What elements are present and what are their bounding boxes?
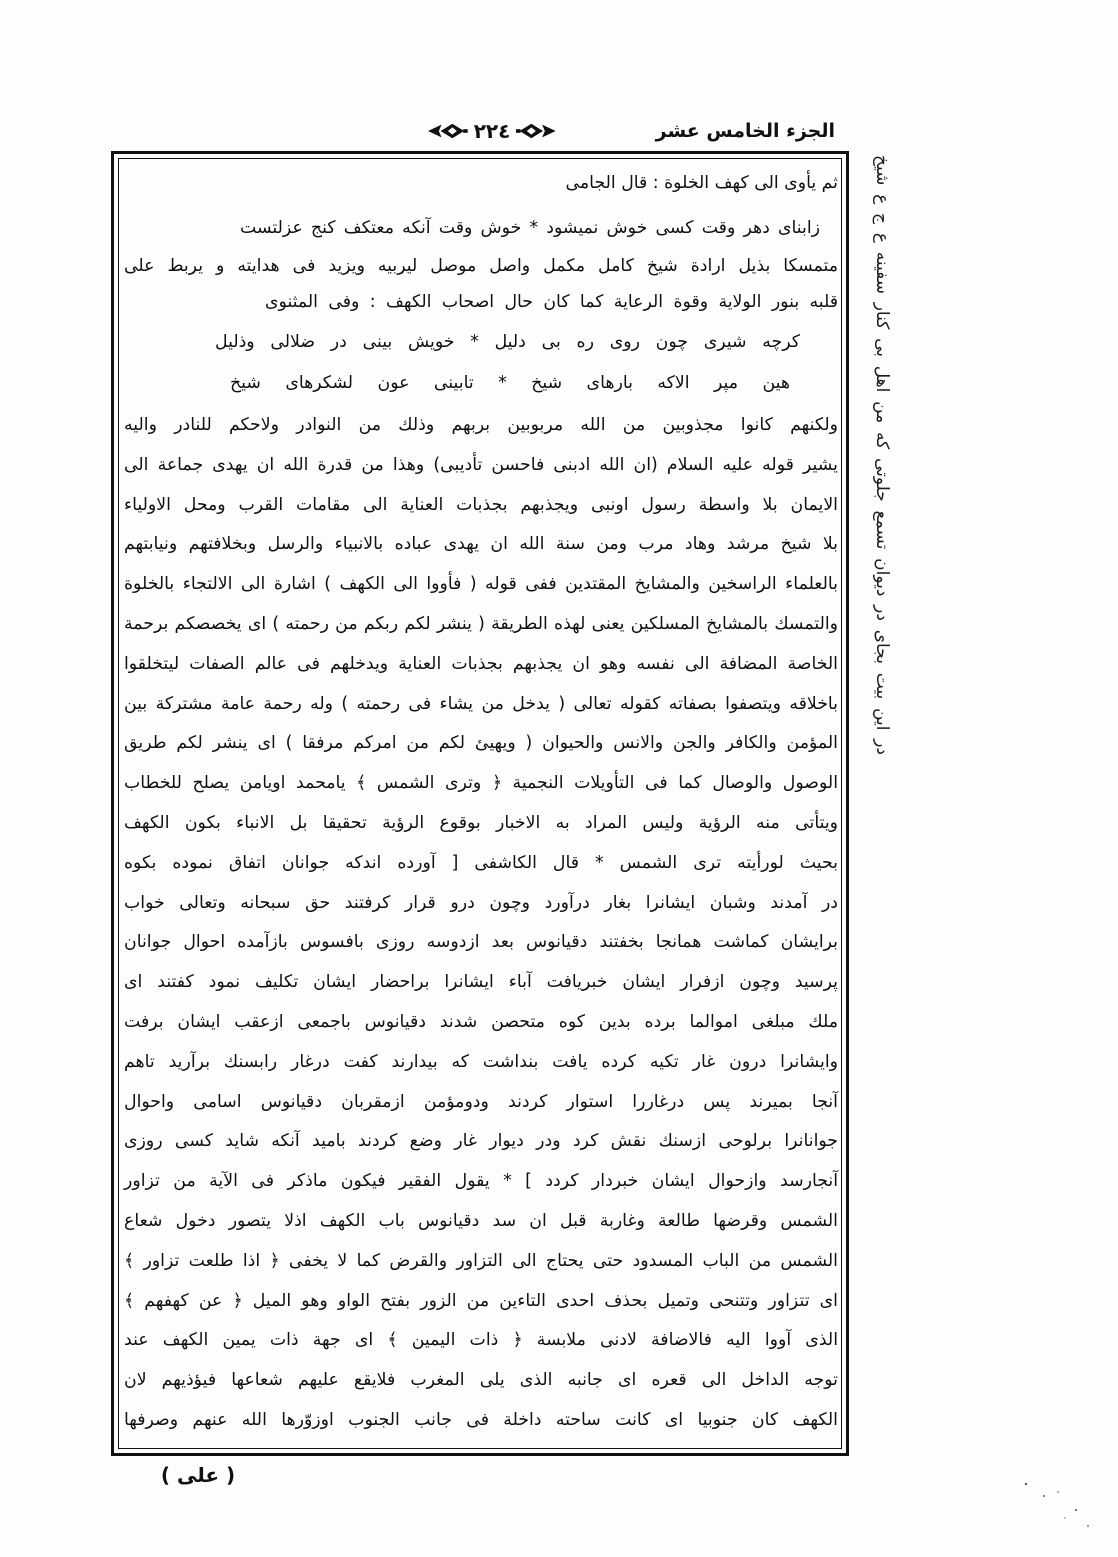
body-line: وايشانرا درون غار تكيه كرده يافت بنداشت كه بيدارند كفت درغار رابسنك برآريد تاهم [124, 1051, 838, 1072]
body-line: جوانانرا برلوحى ازسنك نقش كرد ودر ديوار غار وضع كردند باميد آنكه شايد كسى روزى [124, 1131, 838, 1152]
body-line: بلا شيخ مرشد وهاد مرب ومن سنة الله ان يهدى عباده بالانبياء والرسل وبخلافتهم ونيابتهم [124, 534, 838, 555]
body-line: الشمس من الباب المسدود حتى يحتاج الى التزاور والقرض كما لا يخفى ﴿ اذا طلعت تزاور ﴾ [124, 1250, 838, 1271]
body-line: ملك مبلغى اموالما برده بدين كوه متحصن شدند دقيانوس باجمعى ازعقب ايشان برفت [124, 1012, 838, 1032]
body-line: برايشان كماشت همانجا بخفتند دقيانوس بعد ازدوسه روزى بافسوس بازآمده احوال جوانان [124, 932, 838, 953]
body-line: اى تتزاور وتتنحى وتميل بحذف احدى التاءين من الزور بفتح الواو وهو الميل ﴿ عن كهفهم ﴾ [124, 1290, 838, 1311]
body-line: بحيث لورأيته ترى الشمس * قال الكاشفى [ آورده اندكه جوانان اتفاق نموده بكوه [124, 852, 838, 873]
body-line: الخاصة المضافة الى نفسه وهو ان يجذبهم بجذبات العناية ويدخلهم فى عالم الصفات ليتخلقوا [124, 653, 838, 674]
body-line: متمسكا بذيل ارادة شيخ كامل مكمل واصل موصل ليربيه ويزيد فى هدايته و يربط على [124, 256, 838, 276]
verse-line: زابناى دهر وقت كسى خوش نميشود * خوش وقت آنكه معتكف كنج عزلتست [240, 218, 820, 238]
scan-specks [1018, 1474, 1098, 1534]
body-line: باخلاقه ويتصفوا بصفاته كقوله تعالى ( يدخل من يشاء فى رحمته ) وله رحمة عامة مشتركة بين [124, 693, 838, 714]
page-number-block [428, 116, 556, 146]
body-line: ولكنهم كانوا مجذوبين من الله مربوبين بربهم وذلك من النوادر ولاحكم للنادر واليه [124, 415, 838, 435]
body-line: الوصول والوصال كما فى التأويلات النجمية ﴿ وترى الشمس ﴾ يامحمد اويامن يصلح للخطاب [124, 773, 838, 794]
catchword: ( على ) [160, 1463, 236, 1487]
body-line: الكهف كان جنوبيا اى كانت ساحته داخلة فى جانب الجنوب اوزوّرها الله عنهم وصرفها [124, 1410, 838, 1430]
verse-line: كرچه شيرى چون روى ره بى دليل * خويش بينى در ضلالى وذليل [215, 332, 800, 352]
verse-line: هين مپر الاكه بارهاى شيخ * تابينى عون لشكرهاى شيخ [230, 373, 790, 393]
body-line: آنجا بميرند پس درغاررا استوار كردند ودومؤمن ازمقربان دقيانوس اسامى واحوال [124, 1091, 838, 1112]
body-line: قلبه بنور الولاية وقوة الرعاية كما كان حال اصحاب الكهف : وفى المثنوى [265, 292, 838, 312]
body-line: ثم يأوى الى كهف الخلوة : قال الجامى [565, 173, 838, 193]
body-line: پرسيد وچون ازفرار ايشان خبريافت آباء ايشانرا براحضار ايشان تكليف نمود كفتند اى [124, 972, 838, 993]
body-line: الايمان بلا واسطة رسول اونبى ويجذبهم بجذبات العناية الى مقامات القرب ومحل الاولياء [124, 494, 838, 515]
page-number: ٢٢٤ [473, 119, 511, 143]
handwritten-margin-note: در اين بيت بجاى در ديوان تسمع جلوتى كه من اهل بى كنار سفينه ع ج ع شيخ [872, 155, 892, 755]
body-line: الشمس وقرضها طالعة وغاربة قبل ان سد دقيانوس باب الكهف اذلا يتصور دخول شعاع [124, 1211, 838, 1231]
body-line: الذى آووا اليه فالاضافة لادنى ملابسة ﴿ ذات اليمين ﴾ اى جهة ذات يمين الكهف عند [124, 1330, 838, 1351]
page-number-ornament-left-icon [428, 121, 468, 141]
page-number-ornament-right-icon [516, 121, 556, 141]
body-line: ويتأتى منه الرؤية وليس المراد به الاخبار بوقوع الرؤية تحقيقا بل الانباء بكون الكهف [124, 813, 838, 833]
body-line: المؤمن والكافر والجن والانس والحيوان ( ويهيئ لكم من امركم مرفقا ) اى ينشر لكم طريق [124, 733, 838, 754]
running-header-part-title: الجزء الخامس عشر [655, 120, 835, 142]
body-line: آنجارسد وازحوال ايشان خبردار كردد ] * يقول الفقير فيكون ماذكر فى الآية من تزاور [124, 1171, 838, 1192]
body-line: در آمدند وشبان ايشانرا بغار درآورد وچون درو قرار كرفتند حق سبحانه وتعالى خواب [124, 892, 838, 913]
body-line: بالعلماء الراسخين والمشايخ المقتدين ففى قوله ( فأووا الى الكهف ) اشارة الى الالتجاء بالخلوة [124, 574, 838, 595]
body-line: والتمسك بالمشايخ المسلكين يعنى لهذه الطريقة ( ينشر لكم ربكم من رحمته ) اى يخصصكم برحمة [124, 614, 838, 634]
body-line: توجه الداخل الى قعره اى جانبه الذى يلى المغرب فلايقع عليهم شعاعها فيؤذيهم لان [124, 1370, 838, 1391]
body-line: يشير قوله عليه السلام (ان الله ادبنى فاحسن تأديبى) وهذا من قدرة الله ان يهدى جماعة الى [124, 454, 838, 475]
